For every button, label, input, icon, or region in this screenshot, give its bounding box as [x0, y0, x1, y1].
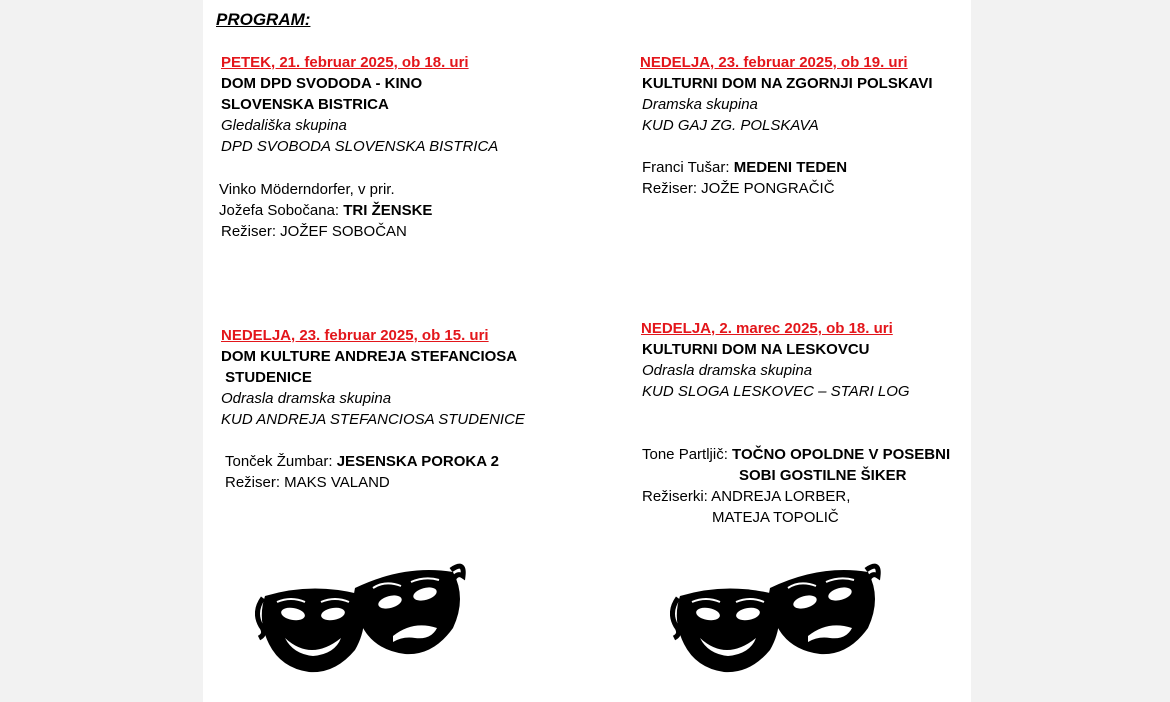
event-4-group-type: Odrasla dramska skupina: [642, 362, 813, 379]
event-3-play-title: JESENSKA POROKA 2: [336, 453, 499, 470]
event-3-group-name: KUD ANDREJA STEFANCIOSA STUDENICE: [221, 411, 525, 428]
event-1-group-name: DPD SVOBODA SLOVENSKA BISTRICA: [221, 138, 499, 155]
event-3: [221, 325, 525, 493]
event-1-play-title: TRI ŽENSKE: [343, 202, 433, 219]
event-4-play-title-line2: SOBI GOSTILNE ŠIKER: [739, 467, 907, 484]
event-3-group-type: Odrasla dramska skupina: [221, 390, 392, 407]
event-2-play-title: MEDENI TEDEN: [733, 159, 848, 176]
tragedy-mask: [769, 566, 878, 654]
event-4-date: NEDELJA, 2. marec 2025, ob 18. uri: [641, 320, 893, 337]
event-2-author-prefix: Franci Tušar:: [642, 159, 734, 176]
tragedy-mask: [354, 566, 463, 654]
event-3-date: NEDELJA, 23. februar 2025, ob 15. uri: [221, 327, 489, 344]
event-3-director: Režiser: MAKS VALAND: [225, 474, 390, 491]
program-heading: PROGRAM:: [216, 10, 311, 29]
event-3-venue: DOM KULTURE ANDREJA STEFANCIOSA: [221, 348, 518, 365]
event-4: [641, 318, 950, 528]
event-1-author-play: [219, 200, 498, 221]
event-2-author-play: [642, 157, 933, 178]
event-4-author-play: [642, 444, 950, 465]
event-2-director: Režiser: JOŽE PONGRAČIČ: [642, 180, 835, 197]
event-3-venue-line2: STUDENICE: [221, 369, 312, 386]
comedy-mask: [672, 588, 784, 672]
event-3-author-play: [225, 451, 525, 472]
event-2-group-type: Dramska skupina: [642, 96, 758, 113]
event-4-author-prefix: Tone Partljič:: [642, 446, 733, 463]
event-1-venue: DOM DPD SVODODA - KINO: [221, 75, 423, 92]
event-4-group-name: KUD SLOGA LESKOVEC – STARI LOG: [642, 383, 910, 400]
event-3-author-prefix: Tonček Žumbar:: [225, 453, 337, 470]
event-4-director: Režiserki: ANDREJA LORBER,: [642, 488, 851, 505]
event-1-date: PETEK, 21. februar 2025, ob 18. uri: [221, 54, 469, 71]
event-1-author: Vinko Möderndorfer, v prir.: [219, 181, 395, 198]
event-1-author-prefix: Jožefa Sobočana:: [219, 202, 344, 219]
event-2-venue: KULTURNI DOM NA ZGORNJI POLSKAVI: [642, 75, 933, 92]
event-4-venue: KULTURNI DOM NA LESKOVCU: [642, 341, 870, 358]
event-4-director-line2: MATEJA TOPOLIČ: [712, 509, 839, 526]
event-1-group-type: Gledališka skupina: [221, 117, 347, 134]
event-1: [221, 52, 498, 242]
event-4-play-title: TOČNO OPOLDNE V POSEBNI: [732, 446, 951, 463]
theatre-masks-icon: [255, 558, 467, 674]
event-2-group-name: KUD GAJ ZG. POLSKAVA: [642, 117, 819, 134]
event-1-venue-line2: SLOVENSKA BISTRICA: [221, 96, 389, 113]
event-2: [640, 52, 933, 199]
event-2-date: NEDELJA, 23. februar 2025, ob 19. uri: [640, 54, 908, 71]
theatre-masks-icon: [670, 558, 882, 674]
comedy-mask: [257, 588, 369, 672]
event-1-director: Režiser: JOŽEF SOBOČAN: [221, 223, 407, 240]
